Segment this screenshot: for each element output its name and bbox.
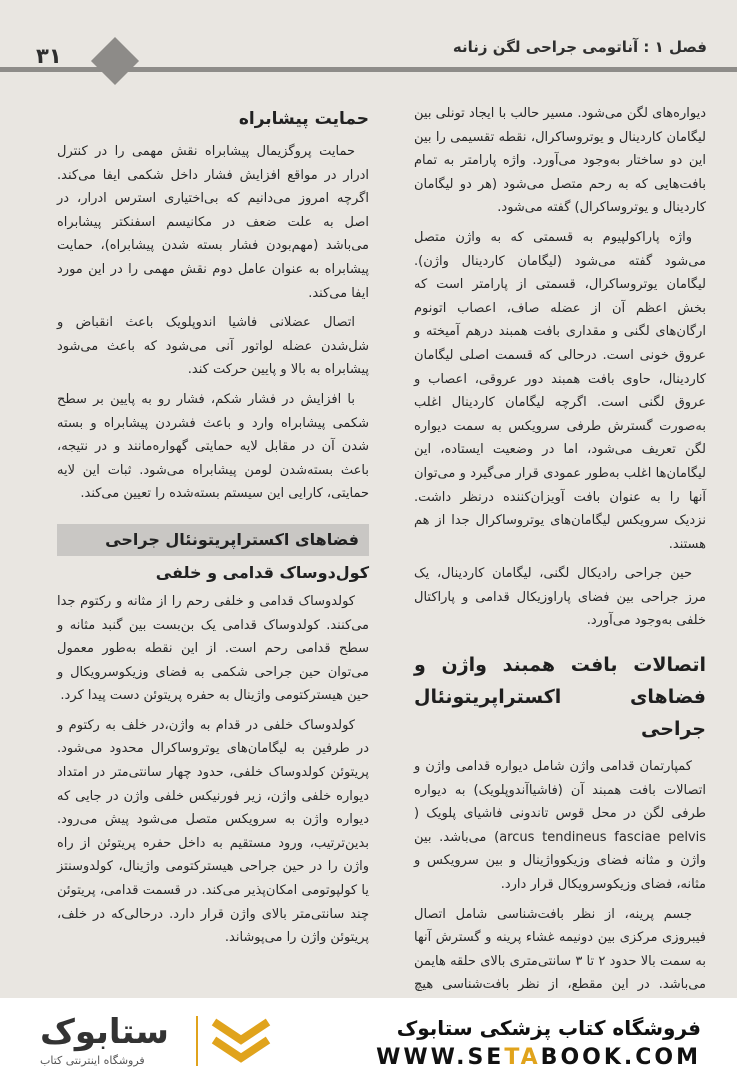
paragraph: با افزایش در فشار شکم، فشار رو به پایین بر سطح شکمی پیشابراه وارد و باعث فشردن پیشابراه و بسته شدن آن در مقابل لایه حمایتی گهواره‌مانند و در نتیجه، باعث بسته‌شدن لومن پیشابراه می‌شود. ثبات این لایه حمایتی، کارایی این سیستم بسته‌شده را تعیین می‌کند. [57, 391, 369, 502]
paragraph: کولدوساک خلفی در قدام به واژن،در خلف به رکتوم و در طرفین به لیگامان‌های یوتروساکرال محدود می‌شود. پریتوئن کولدوساک خلفی، حدود چهار سانتی‌متر در امتداد دیواره خلفی واژن، زیر فورنیکس خلفی واژن در جایی که دیواره واژن به سرویکس متصل می‌شود پیش می‌رود. بدین‌ترتیب، ورود مستقیم به داخل حفره پریتوئن از راه واژن را در حین جراحی هیسترکتومی واژینال، کولدوسنتز یا کولپوتومی امکان‌پذیر می‌کند. در قسمت قدامی، پریتوئن چند سانتی‌متر بالای واژن قرار دارد. درحالی‌که در خلف، پریتوئن واژن را می‌پوشاند. [57, 717, 369, 946]
paragraph: جسم پرینه، از نظر بافت‌شناسی شامل اتصال فیبروزی مرکزی بین دونیمه غشاء پرینه و گسترش آنها به سمت بالا حدود ۲ تا ۳ سانتی‌متری بالای حلقه هایمن می‌باشد. در این مقطع، از نظر بافت‌شناسی هیچ [414, 906, 706, 993]
logo-divider [196, 1016, 198, 1066]
logo-tagline: فروشگاه اینترنتی کتاب [40, 1054, 145, 1067]
paragraph: کمپارتمان قدامی واژن شامل دیواره قدامی واژن و اتصالات بافت همبند آن (فاشیاآندوپلویک) به دیواره طرفی لگن در محل قوس تاندونی فاشیای پلویک ( arcus tendineus fasciae pelvis) می‌باشد. بین واژن و مثانه فضای وزیکوواژینال و بین سرویکس و مثانه، فضای وزیکوسرویکال قرار دارد. [414, 759, 707, 893]
url-part-accent: TA [504, 1045, 541, 1070]
chevron-logo-icon [210, 1014, 272, 1068]
footer-banner [0, 998, 737, 1080]
header-diamond-icon [91, 37, 139, 85]
url-part: BOOK.COM [540, 1045, 701, 1070]
store-title: فروشگاه کتاب پزشکی ستابوک [396, 1016, 701, 1040]
paragraph: اتصال عضلانی فاشیا اندوپلویک باعث انقباض و شل‌شدن عضله لواتور آنی می‌شود که باعث می‌شود پیشابراه به بالا و پایین حرکت کند. [57, 315, 369, 378]
paragraph: کولدوساک قدامی و خلفی رحم را از مثانه و رکتوم جدا می‌کنند. کولدوساک قدامی یک بن‌بست بین گنبد مثانه و سطح قدامی رحم است. از این نقطه به‌طور معمول می‌توان حین جراحی شکمی به فضای وزیکوسرویکال و حین هیسترکتومی واژینال به حفره پریتوئن دست پیدا کرد. [57, 593, 369, 704]
section-heading: اتصالات بافت همبند واژن و فضاهای اکستراپریتونئال جراحی [414, 654, 706, 741]
left-column [57, 104, 369, 956]
logo-wordmark: ستابوک [40, 1012, 169, 1052]
store-url[interactable] [376, 1045, 701, 1070]
url-part: WWW.SE [376, 1045, 505, 1070]
section-heading: حمایت پیشابراه [238, 109, 369, 129]
paragraph: واژه پاراکولپیوم به قسمتی که به واژن متصل می‌شود گفته می‌شود (لیگامان کاردینال واژن). لیگامان یوتروساکرال، قسمتی از پارامتر است که بخش اعظم آن از عضله صاف، اعصاب اتونوم ارگان‌های لگنی و مقداری بافت همبند درهم آمیخته و عروق خونی است. درحالی که قسمت اصلی لیگامان کاردینال، حاوی بافت همبند دور عروقی، اعصاب و عروق لگنی است. اگرچه لیگامان کاردینال اغلب به‌صورت گسترش طرفی سرویکس به سمت دیواره لگن تعریف می‌شود، اما در وضعیت ایستاده، این لیگامان‌ها اغلب به‌طور عمودی قرار می‌گیرد و می‌توان آنها را به عنوان بافت آویزان‌کننده درنظر داشت. نزدیک سرویکس لیگامان‌های یوتروساکرال جدا از هم هستند. [414, 229, 706, 552]
paragraph: دیواره‌های لگن می‌شود. مسیر حالب با ایجاد تونلی بین لیگامان کاردینال و یوتروساکرال، نقطه تقسیمی را بین این دو ساختار به‌وجود می‌آورد. واژه پارامتر به تمام بافت‌هایی که به رحم متصل می‌شود (هر دو لیگامان کاردینال و یوتروساکرال) گفته می‌شود. [414, 106, 706, 216]
paragraph: حین جراحی رادیکال لگنی، لیگامان کاردینال، یک مرز جراحی بین فضای پاراوزیکال قدامی و پاراکتال خلفی به‌وجود می‌آورد. [414, 566, 706, 629]
page-number: ۳۱ [36, 44, 62, 68]
sub-heading: کول‌دوساک قدامی و خلفی [155, 562, 369, 582]
banner-heading: فضاهای اکستراپریتونئال جراحی [57, 524, 369, 556]
paragraph: حمایت پروگزیمال پیشابراه نقش مهمی را در کنترل ادرار در مواقع افزایش فشار داخل شکمی ایفا می‌کند. اگرچه امروز می‌دانیم که بی‌اختیاری استرس ادرار، در اصل به علت ضعف در مکانیسم اسفنکتر پیشابراه می‌باشد (مهم‌بودن فشار بسته شدن پیشابراه)، حمایت پیشابراه به عنوان عامل دوم نقش مهمی را در این مورد ایفا می‌کند. [57, 144, 369, 301]
right-column [414, 102, 706, 1027]
chapter-title: فصل ۱ : آناتومی جراحی لگن زنانه [452, 38, 707, 56]
